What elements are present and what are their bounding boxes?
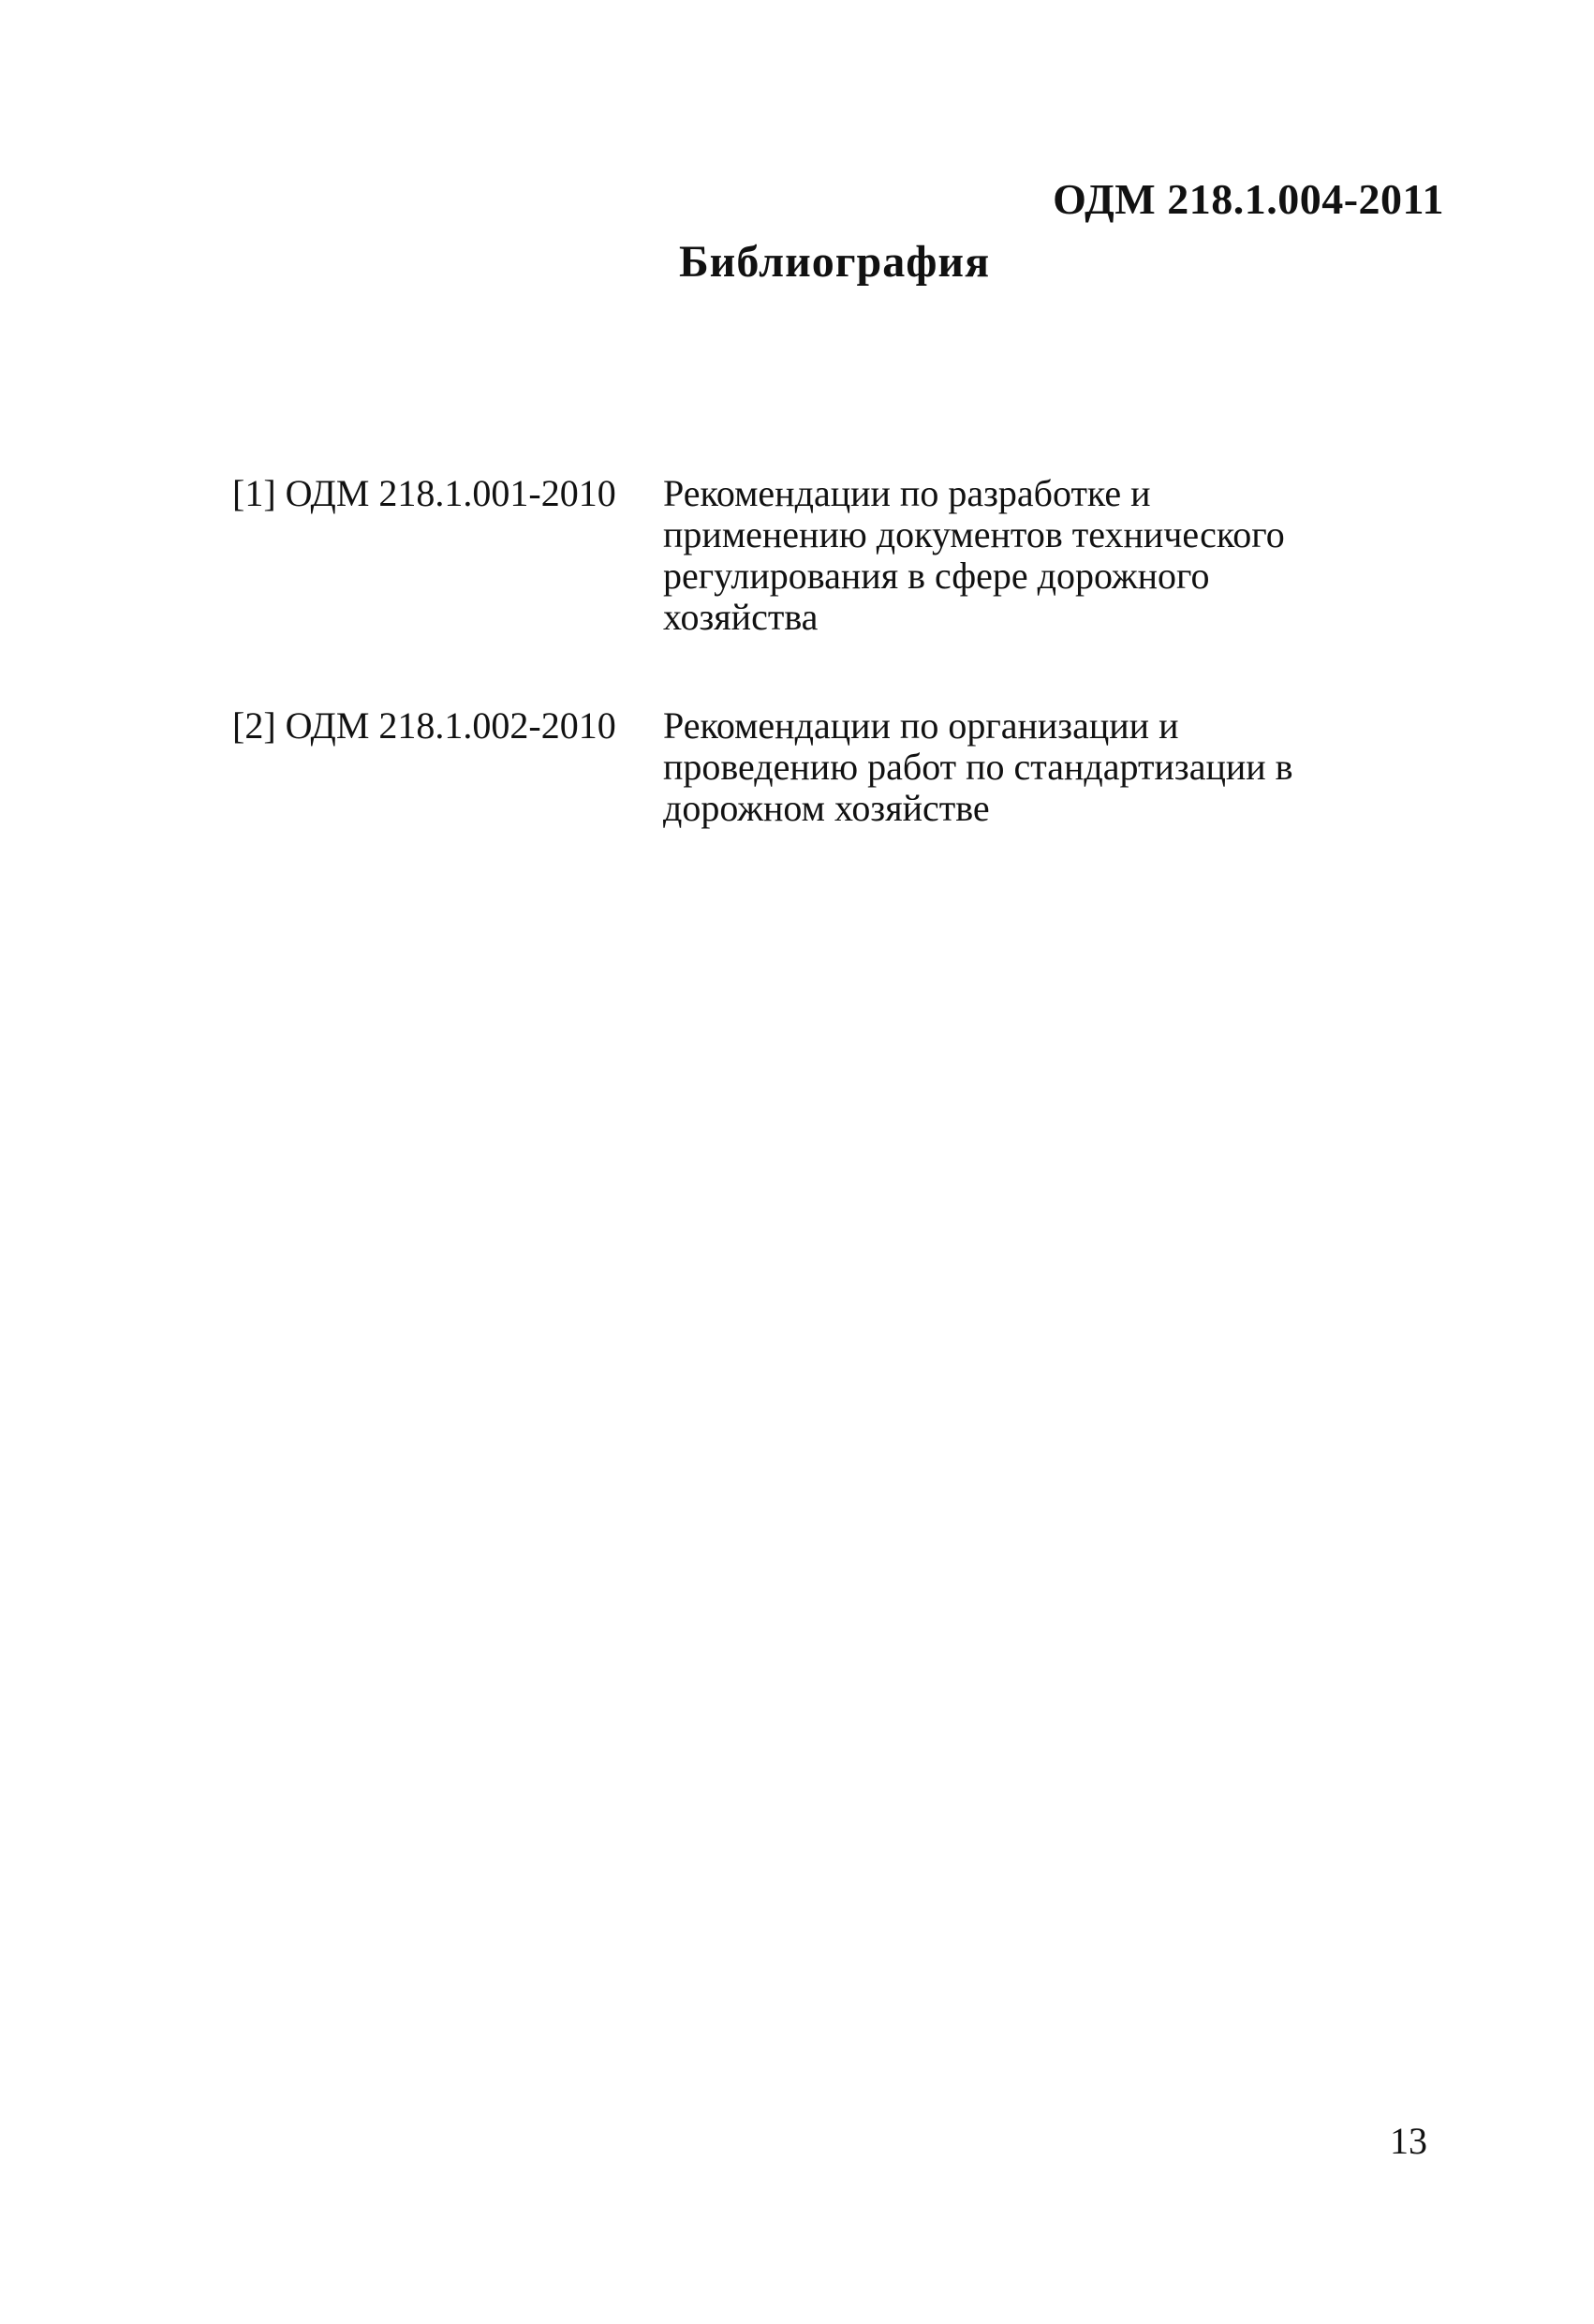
reference-description-line: Рекомендации по организации и bbox=[663, 704, 1179, 747]
reference-id: [1] ОДМ 218.1.001-2010 bbox=[232, 472, 616, 514]
reference-description-line: хозяйства bbox=[663, 596, 819, 638]
reference-item bbox=[232, 473, 1403, 638]
document-code: ОДМ 218.1.004-2011 bbox=[1053, 175, 1444, 223]
page-number: 13 bbox=[1390, 2120, 1427, 2162]
reference-item bbox=[232, 705, 1403, 829]
reference-description-line: проведению работ по стандартизации в bbox=[663, 746, 1293, 788]
section-title: Библиография bbox=[678, 237, 991, 287]
reference-list bbox=[232, 473, 1403, 896]
reference-id: [2] ОДМ 218.1.002-2010 bbox=[232, 704, 616, 747]
reference-description-line: дорожном хозяйстве bbox=[663, 787, 990, 829]
reference-description bbox=[663, 705, 1403, 829]
reference-description-line: применению документов технического bbox=[663, 513, 1285, 555]
reference-description-line: Рекомендации по разработке и bbox=[663, 472, 1151, 514]
reference-description bbox=[663, 473, 1403, 638]
reference-description-line: регулирования в сфере дорожного bbox=[663, 555, 1210, 597]
